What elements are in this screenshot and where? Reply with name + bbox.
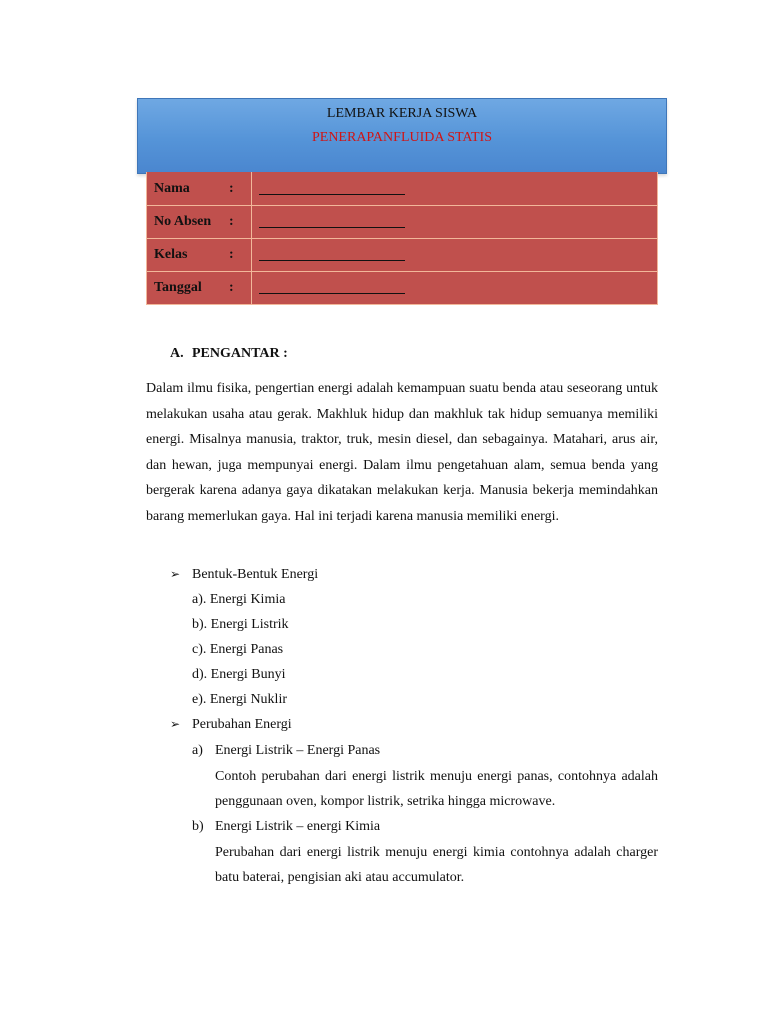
section-title: PENGANTAR : bbox=[192, 346, 288, 361]
tanggal-blank-field[interactable] bbox=[252, 272, 658, 305]
identity-label: Kelas bbox=[154, 247, 188, 262]
identity-label: Nama bbox=[154, 180, 190, 196]
arrow-bullet-icon: ➢ bbox=[170, 567, 181, 581]
list-item: b). Energi Listrik bbox=[192, 617, 289, 632]
identity-label: No Absen bbox=[154, 214, 212, 229]
identity-colon: : bbox=[229, 280, 234, 295]
intro-paragraph: Dalam ilmu fisika, pengertian energi adalah kemampuan suatu benda atau seseorang untuk melakukan usaha atau gerak. Makhluk hidup dan makhluk tak hidup semuanya memiliki energi. Misalnya manusia, traktor, truk, mesin diesel, dan sebagainya. Matahari, arus air, dan hewan, juga mempunyai energi. Dalam ilmu pengetahuan alam, semua benda yang bergerak karena adanya gaya dikatakan melakukan kerja. Manusia bekerja memindahkan barang memerlukan gaya. Hal ini terjadi karena manusia memiliki energi. bbox=[146, 381, 658, 524]
worksheet-title: LEMBAR KERJA SISWA bbox=[326, 106, 478, 121]
kelas-blank-field[interactable] bbox=[252, 239, 658, 272]
perubahan-item-description: Contoh perubahan dari energi listrik menuju energi panas, contohnya adalah penggunaan oven, kompor listrik, setrika hingga microwave. bbox=[215, 769, 658, 809]
list-item: c). Energi Panas bbox=[192, 642, 284, 657]
identity-row-kelas bbox=[147, 239, 658, 272]
identity-row-no-absen bbox=[147, 206, 658, 239]
perubahan-item-label: a) bbox=[192, 743, 203, 758]
worksheet-header bbox=[137, 98, 667, 174]
identity-row-nama bbox=[147, 172, 658, 206]
perubahan-item-title: Energi Listrik – energi Kimia bbox=[215, 819, 381, 834]
identity-colon: : bbox=[229, 180, 234, 196]
identity-row-tanggal bbox=[147, 272, 658, 305]
worksheet-subtitle: PENERAPANFLUIDA STATIS bbox=[311, 130, 492, 145]
perubahan-item-label: b) bbox=[192, 819, 204, 834]
bullet-title: Bentuk-Bentuk Energi bbox=[192, 567, 319, 582]
section-a-heading bbox=[170, 346, 288, 362]
arrow-bullet-icon: ➢ bbox=[170, 717, 181, 731]
no-absen-blank-field[interactable] bbox=[252, 206, 658, 239]
identity-colon: : bbox=[229, 247, 234, 262]
student-identity-table bbox=[146, 172, 658, 305]
nama-blank-field[interactable] bbox=[252, 172, 658, 206]
list-item: d). Energi Bunyi bbox=[192, 667, 286, 682]
identity-label: Tanggal bbox=[154, 280, 202, 295]
perubahan-item-title: Energi Listrik – Energi Panas bbox=[215, 743, 381, 758]
identity-colon: : bbox=[229, 214, 234, 229]
list-item: e). Energi Nuklir bbox=[192, 692, 287, 707]
bullet-title: Perubahan Energi bbox=[192, 717, 292, 732]
section-number: A. bbox=[170, 346, 184, 361]
perubahan-item-description: Perubahan dari energi listrik menuju energi kimia contohnya adalah charger batu baterai, pengisian aki atau accumulator. bbox=[215, 845, 658, 885]
list-item: a). Energi Kimia bbox=[192, 592, 286, 607]
